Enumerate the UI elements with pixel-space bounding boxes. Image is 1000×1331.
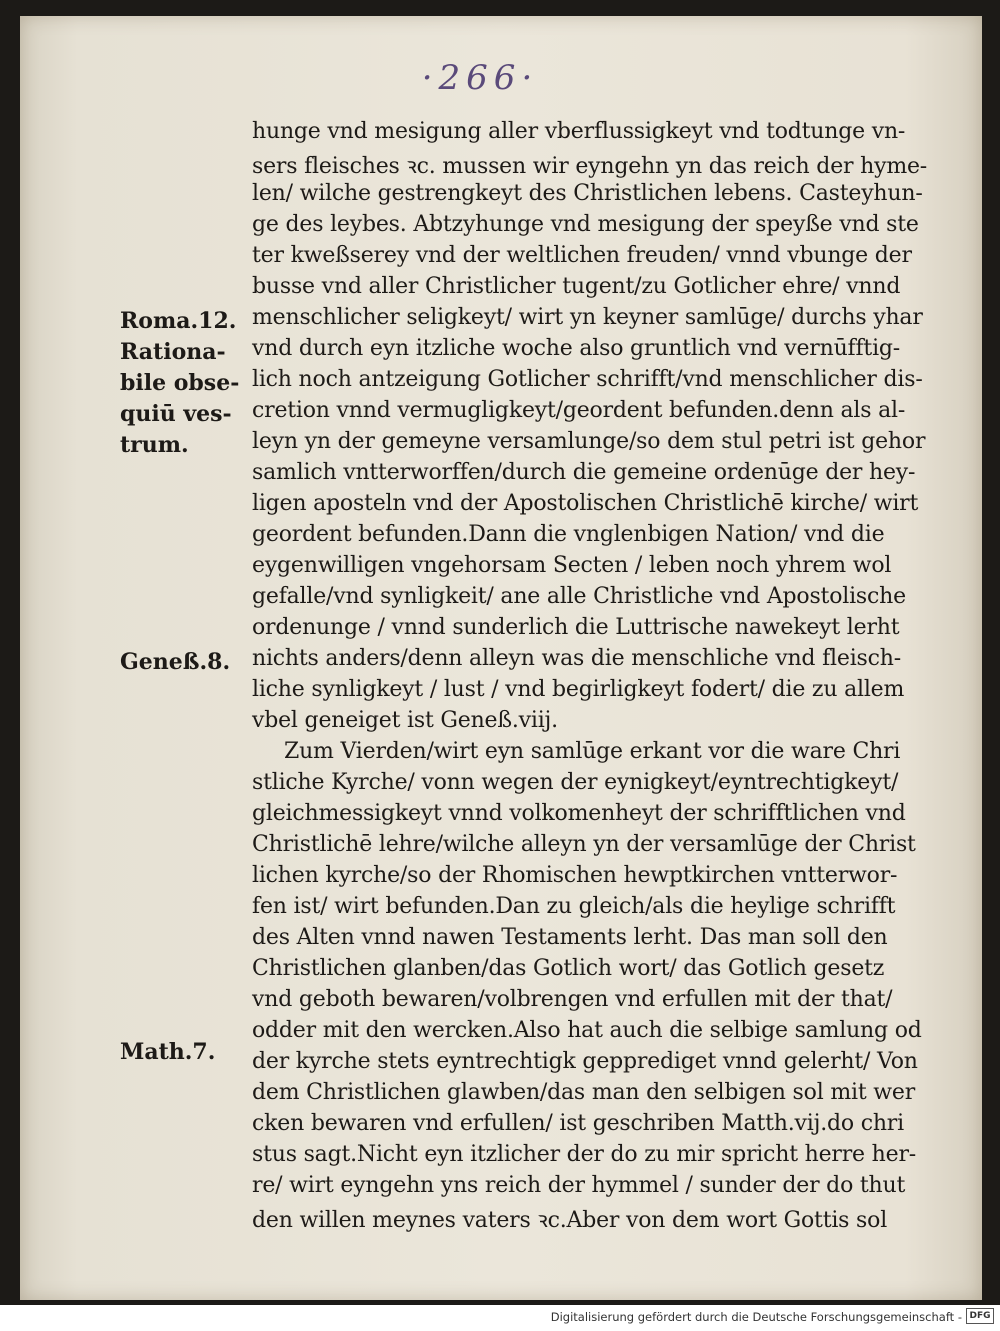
text-line: gefalle/vnd synligkeit/ ane alle Christliche vnd Apostolische — [252, 584, 906, 609]
text-line: Zum Vierden/wirt eyn samlūge erkant vor die ware Chri — [284, 739, 901, 764]
text-line: cken bewaren vnd erfullen/ ist geschriben Matth.vij.do chri — [252, 1111, 904, 1136]
marginal-note: Rationa- — [120, 339, 226, 365]
marginal-note: Math.7. — [120, 1039, 216, 1065]
text-line: re/ wirt eyngehn yns reich der hymmel / sunder der do thut — [252, 1173, 906, 1198]
text-line: lich noch antzeigung Gotlicher schrifft/vnd menschlicher dis- — [252, 367, 923, 392]
funding-credit: Digitalisierung gefördert durch die Deutsche Forschungsgemeinschaft - — [550, 1310, 962, 1324]
text-line: stliche Kyrche/ vonn wegen der eynigkeyt/eyntrechtigkeyt/ — [252, 770, 899, 795]
text-line: ligen aposteln vnd der Apostolischen Christlichē kirche/ wirt — [252, 491, 919, 516]
text-line: nichts anders/denn alleyn was die menschliche vnd fleisch- — [252, 646, 901, 671]
book-page — [20, 16, 982, 1300]
text-line: odder mit den wercken.Also hat auch die selbige samlung od — [252, 1018, 922, 1043]
text-line: stus sagt.Nicht eyn itzlicher der do zu mir spricht herre her- — [252, 1142, 917, 1167]
text-line: Christlichen glanben/das Gotlich wort/ das Gotlich gesetz — [252, 956, 885, 981]
dfg-logo-icon: DFG — [966, 1308, 994, 1324]
text-line: eygenwilligen vngehorsam Secten / leben noch yhrem wol — [252, 553, 892, 578]
text-line: vbel geneiget ist Geneß.viij. — [252, 708, 558, 733]
text-line: fen ist/ wirt befunden.Dan zu gleich/als die heylige schrifft — [252, 894, 896, 919]
text-line: ter kweßserey vnd der weltlichen freuden/ vnnd vbunge der — [252, 243, 912, 268]
text-line: menschlicher seligkeyt/ wirt yn keyner samlūge/ durchs yhar — [252, 305, 923, 330]
text-line: len/ wilche gestrengkeyt des Christlichen lebens. Casteyhun- — [252, 181, 923, 206]
text-line: des Alten vnnd nawen Testaments lerht. Das man soll den — [252, 925, 888, 950]
text-line: ordenunge / vnnd sunderlich die Luttrische nawekeyt lerht — [252, 615, 900, 640]
text-line: der kyrche stets eyntrechtigk gepprediget vnnd gelerht/ Von — [252, 1049, 918, 1074]
text-line: hunge vnd mesigung aller vberflussigkeyt vnd todtunge vn- — [252, 119, 906, 144]
page-number: ·266· — [421, 58, 539, 98]
text-line: gleichmessigkeyt vnnd volkomenheyt der schrifftlichen vnd — [252, 801, 906, 826]
text-line: dem Christlichen glawben/das man den selbigen sol mit wer — [252, 1080, 916, 1105]
text-line: leyn yn der gemeyne versamlunge/so dem stul petri ist gehor — [252, 429, 926, 454]
text-line: cretion vnnd vermugligkeyt/geordent befunden.denn als al- — [252, 398, 906, 423]
text-line: sers fleisches ꝛc. mussen wir eyngehn yn das reich der hyme- — [252, 154, 928, 179]
marginal-note: trum. — [120, 432, 189, 458]
marginal-note: quiū ves- — [120, 401, 232, 427]
text-line: Christlichē lehre/wilche alleyn yn der versamlūge der Christ — [252, 832, 916, 857]
text-line: vnd durch eyn itzliche woche also gruntlich vnd vernūfftig- — [252, 336, 901, 361]
marginal-note: Roma.12. — [120, 308, 237, 334]
text-line: busse vnd aller Christlicher tugent/zu Gotlicher ehre/ vnnd — [252, 274, 901, 299]
text-line: lichen kyrche/so der Rhomischen hewptkirchen vntterwor- — [252, 863, 898, 888]
text-line: samlich vntterworffen/durch die gemeine ordenūge der hey- — [252, 460, 916, 485]
text-line: vnd geboth bewaren/volbrengen vnd erfullen mit der that/ — [252, 987, 893, 1012]
text-line: den willen meynes vaters ꝛc.Aber von dem wort Gottis sol — [252, 1208, 888, 1233]
marginal-note: bile obse- — [120, 370, 240, 396]
marginal-note: Geneß.8. — [120, 649, 231, 675]
text-line: geordent befunden.Dann die vnglenbigen Nation/ vnd die — [252, 522, 885, 547]
text-line: ge des leybes. Abtzyhunge vnd mesigung der speyße vnd ste — [252, 212, 919, 237]
text-line: liche synligkeyt / lust / vnd begirligkeyt fodert/ die zu allem — [252, 677, 905, 702]
